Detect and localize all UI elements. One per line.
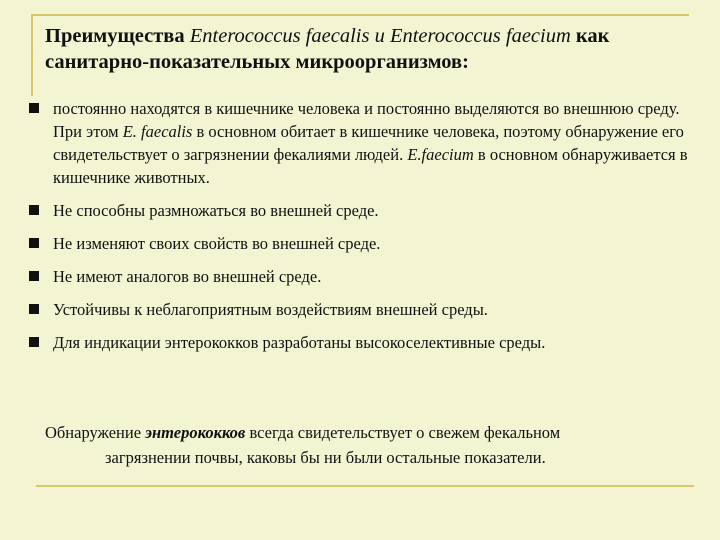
bullet-text: в основном обитает в кишечнике человека, поэтому обнаружение его свидетельствует о загрязнении фекалиями людей.	[53, 122, 684, 164]
square-bullet-icon	[29, 103, 39, 113]
list-item	[28, 199, 688, 222]
decorative-left-line	[31, 14, 33, 96]
bullet-text: Для индикации энтерококков разработаны высокоселективные среды.	[53, 333, 546, 352]
decorative-top-line	[31, 14, 689, 16]
bullet-text: Не способны размножаться во внешней среде.	[53, 201, 379, 220]
bullet-species-italic: E.faecium	[407, 145, 474, 164]
bullet-text: Устойчивы к неблагоприятным воздействиям внешней среды.	[53, 300, 488, 319]
list-item	[28, 298, 688, 321]
bullet-species-italic: E. faecalis	[122, 122, 193, 141]
list-item	[28, 97, 688, 189]
list-item	[28, 331, 688, 354]
list-item	[28, 265, 688, 288]
note-text: всегда свидетельствует о свежем фекальном	[245, 423, 561, 442]
title-species-names: Enterococcus faecalis и Enterococcus faecium	[189, 25, 571, 47]
list-item	[28, 232, 688, 255]
conclusion-note	[45, 420, 690, 470]
note-text-line-2: загрязнении почвы, каковы бы ни были остальные показатели.	[105, 448, 546, 467]
title-text-1: Преимущества	[45, 25, 190, 47]
square-bullet-icon	[29, 337, 39, 347]
note-emphasis: энтерококков	[145, 423, 246, 442]
bullet-text: Не изменяют своих свойств во внешней среде.	[53, 234, 381, 253]
square-bullet-icon	[29, 238, 39, 248]
decorative-bottom-line	[36, 485, 694, 487]
bullet-text: постоянно находятся в кишечнике человека и постоянно выделяются во внешнюю среду. При этом	[53, 99, 680, 141]
square-bullet-icon	[29, 304, 39, 314]
note-text: Обнаружение	[45, 423, 146, 442]
bullet-list	[28, 97, 688, 364]
bullet-text: Не имеют аналогов во внешней среде.	[53, 267, 322, 286]
square-bullet-icon	[29, 271, 39, 281]
slide-title	[45, 23, 695, 75]
square-bullet-icon	[29, 205, 39, 215]
bullet-text: в основном обнаруживается в кишечнике животных.	[53, 145, 688, 187]
title-text-2: как санитарно-показательных микроорганизмов:	[45, 25, 610, 73]
